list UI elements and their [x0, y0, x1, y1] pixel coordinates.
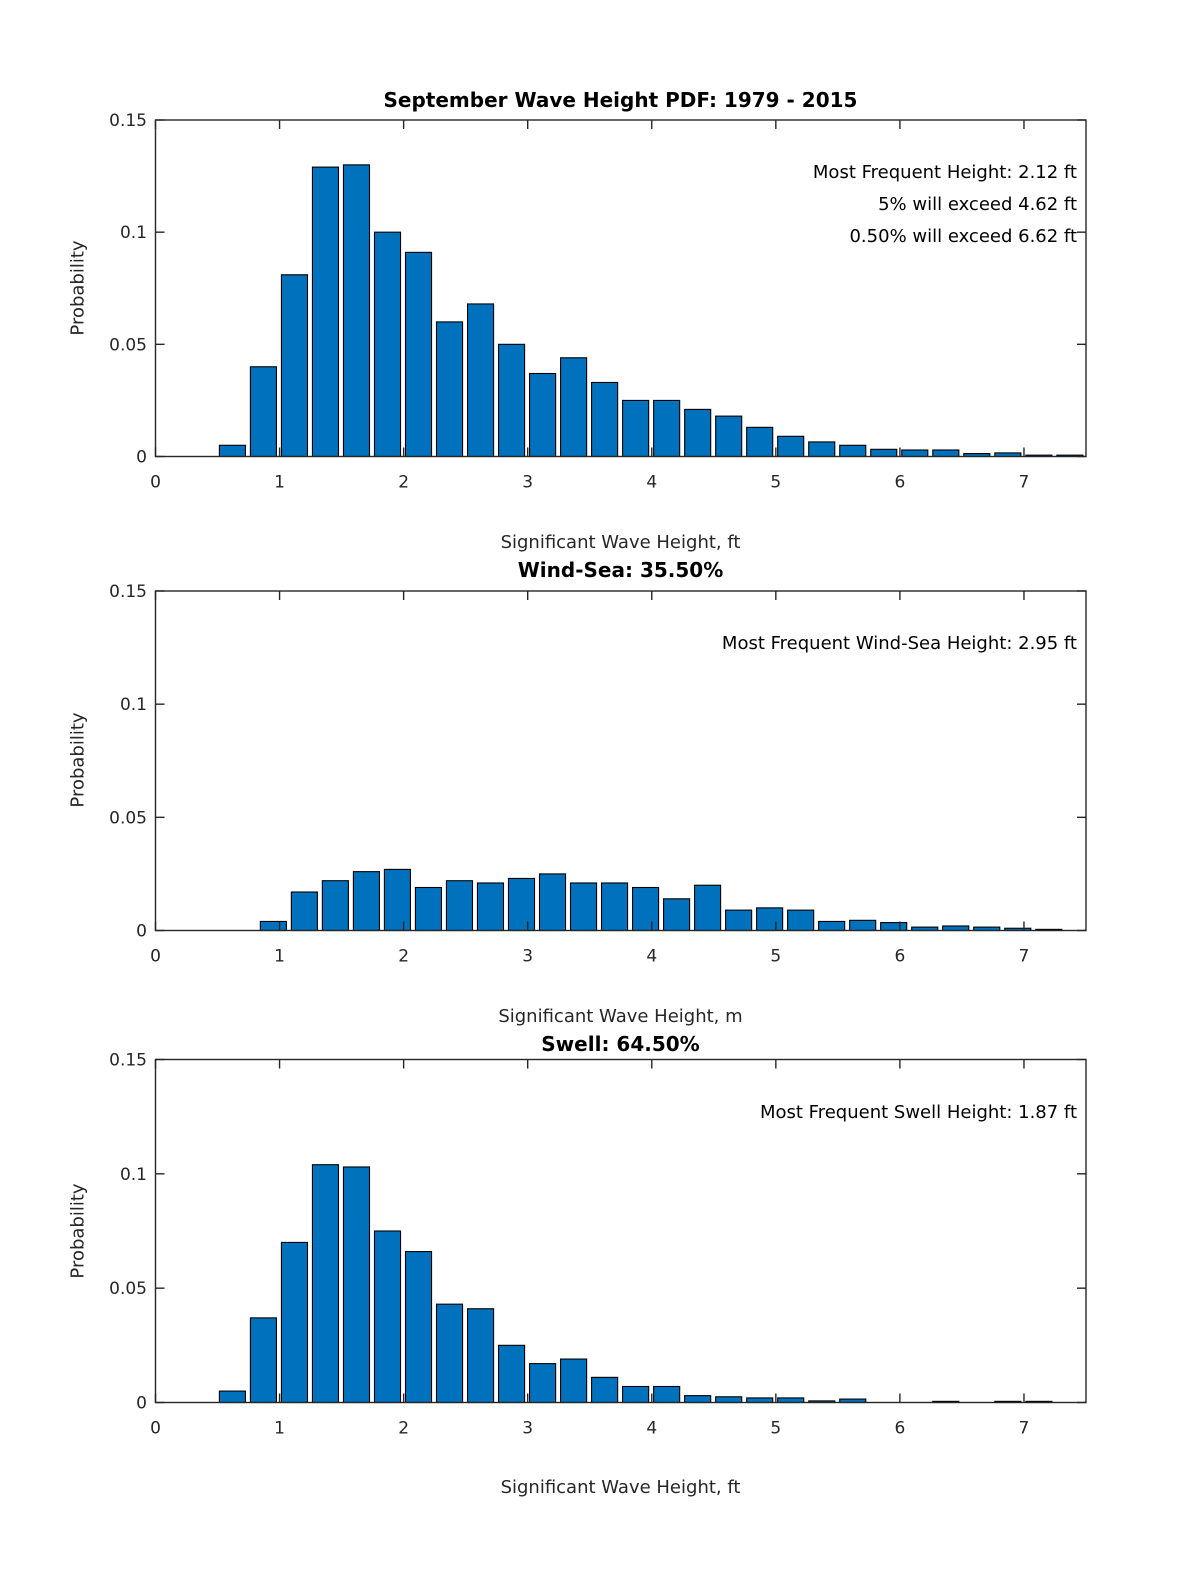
bar [219, 445, 245, 456]
annotation-5pct-exceed: 5% will exceed 4.62 ft [878, 194, 1077, 215]
y-tick-label: 0.1 [119, 1164, 147, 1185]
bar [571, 883, 597, 931]
annotation-most-frequent-windsea-height: Most Frequent Wind-Sea Height: 2.95 ft [721, 633, 1077, 654]
y-tick-label: 0 [136, 921, 147, 942]
y-tick-label: 0.15 [109, 1050, 147, 1071]
x-tick-label: 3 [522, 946, 534, 967]
chart3-ylabel: Probability [67, 1183, 89, 1279]
bar [281, 1242, 307, 1402]
bar [508, 878, 534, 930]
bar [468, 1309, 494, 1403]
bar [747, 427, 773, 456]
x-tick-label: 2 [398, 946, 410, 967]
y-tick-label: 0.05 [109, 335, 147, 356]
bar [260, 921, 286, 930]
x-tick-label: 4 [646, 1418, 658, 1439]
x-tick-label: 1 [274, 1418, 285, 1439]
y-tick-label: 0.1 [119, 695, 147, 716]
annotation-most-frequent-height: Most Frequent Height: 2.12 ft [812, 162, 1077, 183]
x-tick-label: 5 [770, 1418, 782, 1439]
bar [312, 167, 338, 456]
x-tick-label: 4 [646, 946, 658, 967]
x-tick-label: 2 [398, 1418, 410, 1439]
chart2-annotations [722, 628, 1077, 660]
x-tick-label: 7 [1018, 946, 1030, 967]
y-tick-label: 0 [136, 447, 147, 468]
bar [353, 872, 379, 931]
bar [477, 883, 503, 931]
bar [881, 923, 907, 931]
bar [623, 400, 649, 456]
x-tick-label: 5 [770, 946, 782, 967]
x-tick-label: 4 [646, 472, 658, 493]
bar [374, 1231, 400, 1403]
bar [250, 1318, 276, 1403]
bar [437, 322, 463, 457]
y-tick-label: 0.05 [109, 808, 147, 829]
bar [633, 888, 659, 931]
bar [405, 1252, 431, 1403]
x-tick-label: 6 [894, 946, 906, 967]
bar [664, 899, 690, 931]
annotation-halfpct-exceed: 0.50% will exceed 6.62 ft [849, 226, 1077, 247]
bar [250, 367, 276, 457]
chart2-ylabel: Probability [67, 712, 89, 808]
bar [685, 409, 711, 456]
bar [219, 1391, 245, 1402]
bar [716, 416, 742, 456]
y-tick-label: 0.1 [119, 223, 147, 244]
bar [561, 1359, 587, 1402]
bar [530, 1364, 556, 1403]
bar [343, 165, 369, 457]
bar [592, 382, 618, 456]
bar [726, 910, 752, 930]
bar [530, 374, 556, 457]
bar [871, 449, 897, 456]
bar [446, 881, 472, 931]
x-tick-label: 2 [398, 472, 410, 493]
bar [623, 1386, 649, 1402]
bar [322, 881, 348, 931]
bar [437, 1304, 463, 1402]
bar [809, 442, 835, 457]
bar [902, 450, 928, 457]
bar [384, 869, 410, 930]
bar [695, 885, 721, 930]
chart2-title: Wind-Sea: 35.50% [517, 558, 724, 582]
bar [840, 445, 866, 456]
bar [850, 920, 876, 930]
x-tick-label: 3 [522, 472, 534, 493]
bar [312, 1165, 338, 1403]
x-tick-label: 1 [274, 472, 285, 493]
chart1-title: September Wave Height PDF: 1979 - 2015 [383, 88, 858, 112]
bar [415, 888, 441, 931]
bar [281, 275, 307, 457]
x-tick-label: 0 [150, 946, 161, 967]
x-tick-label: 5 [770, 472, 782, 493]
bar [685, 1396, 711, 1403]
x-tick-label: 7 [1018, 472, 1030, 493]
bar [291, 892, 317, 930]
y-tick-label: 0 [136, 1393, 147, 1414]
bar [539, 874, 565, 931]
y-tick-label: 0.15 [109, 582, 147, 602]
chart3-xlabel: Significant Wave Height, ft [500, 1477, 741, 1498]
bar [468, 304, 494, 457]
bar [561, 358, 587, 457]
bar [374, 232, 400, 456]
chart2-xlabel: Significant Wave Height, m [498, 1006, 743, 1027]
bar [778, 436, 804, 456]
bar [602, 883, 628, 931]
bar [654, 400, 680, 456]
x-tick-label: 6 [894, 1418, 906, 1439]
bar [933, 450, 959, 457]
x-tick-label: 3 [522, 1418, 534, 1439]
chart1-annotations [813, 157, 1077, 253]
bar [592, 1377, 618, 1402]
annotation-most-frequent-swell-height: Most Frequent Swell Height: 1.87 ft [759, 1102, 1077, 1123]
y-tick-label: 0.15 [109, 111, 147, 131]
y-tick-label: 0.05 [109, 1279, 147, 1300]
x-tick-label: 1 [274, 946, 285, 967]
chart1-xlabel: Significant Wave Height, ft [500, 532, 741, 553]
bar [654, 1386, 680, 1402]
x-tick-label: 7 [1018, 1418, 1030, 1439]
chart1-ylabel: Probability [67, 240, 89, 336]
chart3-annotations [760, 1097, 1077, 1129]
bar [757, 908, 783, 931]
bar [716, 1397, 742, 1403]
chart3-title: Swell: 64.50% [541, 1032, 700, 1056]
x-tick-label: 0 [150, 472, 161, 493]
bar [499, 1345, 525, 1402]
bar [788, 910, 814, 930]
bar [405, 252, 431, 456]
x-tick-label: 6 [894, 472, 906, 493]
bar [343, 1167, 369, 1403]
x-tick-label: 0 [150, 1418, 161, 1439]
bar [499, 344, 525, 456]
bar [819, 921, 845, 930]
